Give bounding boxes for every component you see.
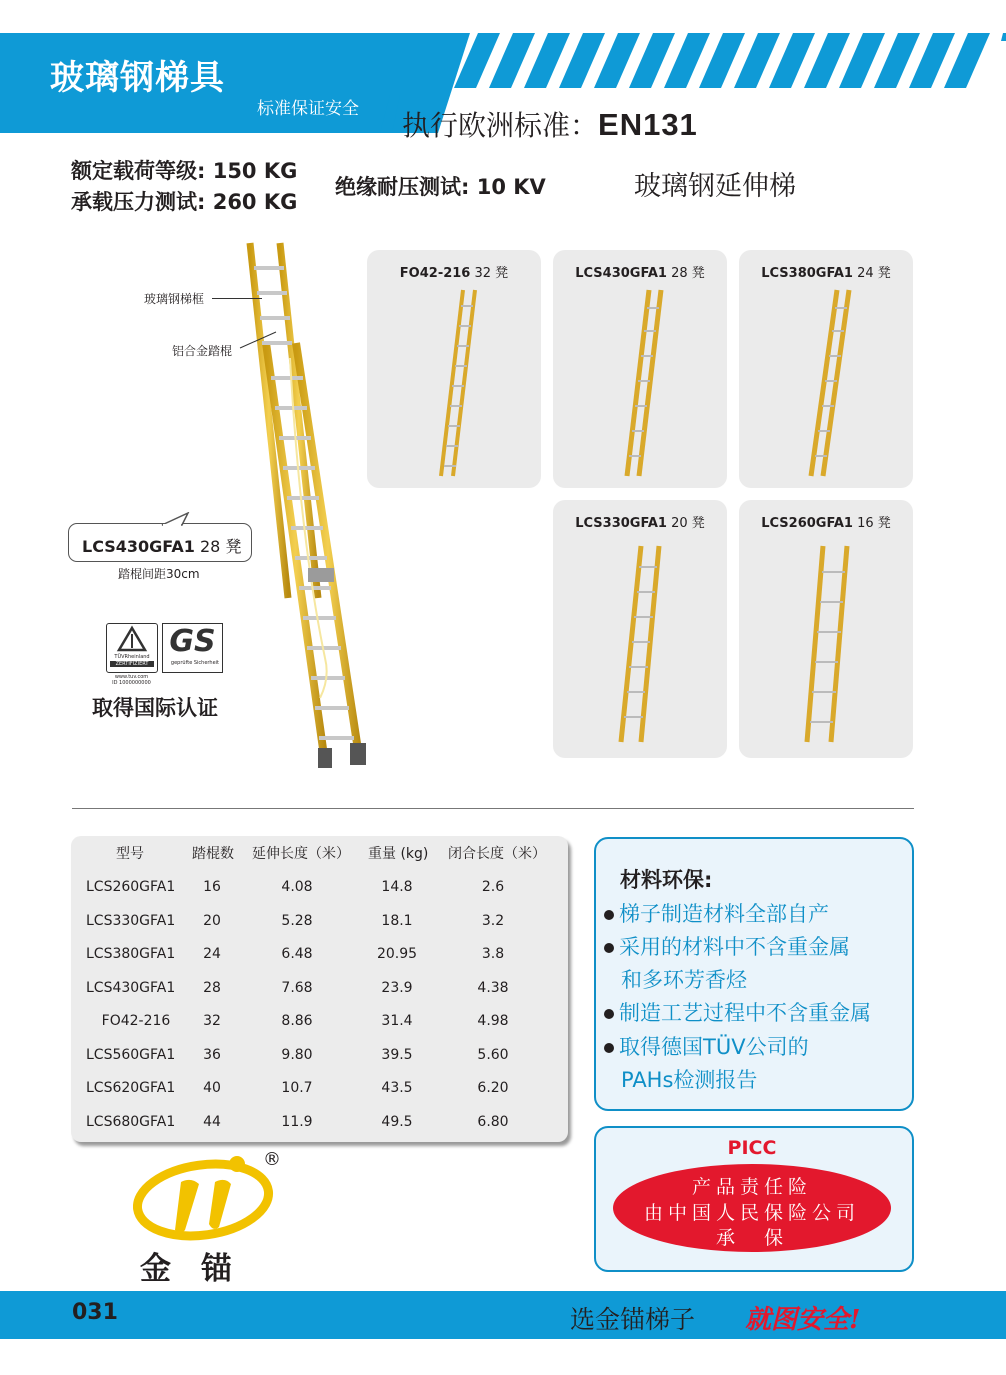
eco-item-cont: PAHs检测报告	[621, 1068, 758, 1092]
table-cell: 14.8	[381, 879, 413, 895]
table-cell: 28	[203, 979, 221, 996]
spec-pressure-test: 承载压力测试: 260 KG	[71, 190, 298, 214]
model-tag-text	[82, 534, 241, 557]
product-card-steps: 16 凳	[857, 516, 891, 531]
product-card-label	[553, 512, 727, 531]
certification-title: 取得国际认证	[92, 696, 218, 720]
table-cell: LCS620GFA1	[86, 1080, 176, 1096]
eco-item	[604, 997, 871, 1027]
eco-item	[604, 931, 850, 961]
table-header-model: 型号	[116, 846, 144, 862]
eco-item	[604, 898, 829, 928]
footer-slogan: 选金锚梯子	[570, 1305, 696, 1334]
table-cell: 9.80	[281, 1046, 313, 1063]
table-cell: 5.28	[281, 912, 313, 929]
rung-spacing: 踏棍间距30cm	[118, 567, 200, 581]
table-cell: LCS260GFA1	[86, 879, 176, 895]
product-card-label	[739, 512, 913, 531]
callout-frame-line	[212, 298, 262, 299]
table-cell: 24	[203, 946, 221, 962]
tuv-id: ID 1000000000	[112, 680, 151, 686]
bullet-icon	[604, 1043, 614, 1053]
standard-line	[402, 104, 698, 144]
table-cell: 6.20	[477, 1080, 509, 1096]
table-cell: LCS560GFA1	[86, 1046, 176, 1063]
bullet-icon	[604, 943, 614, 953]
standard-label: 执行欧洲标准：	[402, 109, 599, 142]
table-cell: 18.1	[381, 912, 413, 929]
table-cell: 5.60	[477, 1046, 509, 1063]
ladder-image	[611, 542, 671, 747]
product-card	[739, 500, 913, 758]
callout-frame: 玻璃钢梯框	[144, 292, 205, 306]
product-card	[739, 250, 913, 488]
product-card-model: LCS330GFA1	[575, 516, 667, 531]
ladder-image	[611, 286, 671, 481]
callout-rung: 铝合金踏棍	[172, 344, 233, 358]
ladder-image	[797, 286, 857, 481]
table-cell: 20.95	[376, 946, 418, 962]
table-cell: 16	[203, 879, 221, 895]
main-ladder-image	[230, 238, 380, 773]
tuv-logo	[106, 623, 158, 673]
picc-line: 由中国人民保险公司	[643, 1202, 860, 1224]
product-card-model: LCS380GFA1	[761, 266, 853, 281]
table-header-closed: 闭合长度（米）	[448, 846, 546, 862]
picc-line: 产品责任险	[691, 1176, 812, 1198]
table-cell: LCS380GFA1	[86, 946, 176, 962]
table-header-weight: 重量 (kg)	[368, 846, 429, 862]
table-cell: FO42-216	[101, 1013, 171, 1029]
eco-item-text: 制造工艺过程中不含重金属	[619, 1001, 871, 1025]
ladder-image	[427, 286, 487, 481]
table-cell: LCS430GFA1	[86, 979, 176, 996]
gs-sub: geprüfte Sicherheit	[170, 660, 219, 666]
table-cell: 39.5	[381, 1046, 413, 1063]
table-cell: 4.38	[477, 979, 509, 996]
table-cell: 49.5	[381, 1113, 413, 1130]
table-cell: 3.2	[481, 912, 505, 929]
table-cell: 2.6	[481, 879, 505, 895]
product-card-steps: 28 凳	[671, 266, 705, 281]
table-cell: 44	[203, 1113, 221, 1130]
eco-title: 材料环保:	[620, 868, 713, 892]
table-cell: LCS330GFA1	[86, 912, 176, 929]
spec-rated-load: 额定载荷等级: 150 KG	[71, 159, 298, 183]
picc-title: PICC	[727, 1137, 777, 1159]
eco-item-text: 梯子制造材料全部自产	[619, 902, 829, 926]
eco-item-text: 采用的材料中不含重金属	[619, 935, 850, 959]
table-cell: 7.68	[281, 979, 313, 996]
bullet-icon	[604, 1009, 614, 1019]
table-cell: 23.9	[381, 979, 413, 996]
table-cell: 3.8	[481, 946, 505, 962]
table-cell: 6.80	[477, 1113, 509, 1130]
table-cell: 36	[203, 1046, 221, 1063]
product-card	[553, 250, 727, 488]
table-header-rungs: 踏棍数	[192, 846, 234, 862]
product-card-steps: 20 凳	[671, 516, 705, 531]
product-name: 玻璃钢延伸梯	[634, 171, 796, 202]
product-card-model: FO42-216	[399, 266, 471, 281]
eco-item-text: 取得德国TÜV公司的	[619, 1035, 809, 1059]
tag-pointer	[160, 512, 190, 526]
table-cell: 31.4	[381, 1013, 413, 1029]
picc-line: 承 保	[715, 1227, 788, 1249]
product-card-steps: 24 凳	[857, 266, 891, 281]
standard-code: EN131	[598, 107, 698, 142]
tuv-sub: ZERTIFIZIERT	[110, 661, 154, 667]
table-cell: 4.08	[281, 879, 313, 895]
brand-logo	[133, 1152, 283, 1242]
table-cell: 6.48	[281, 946, 313, 962]
ladder-image	[795, 542, 861, 747]
spec-insulation-test: 绝缘耐压测试: 10 KV	[335, 175, 546, 199]
callout-rung-line	[238, 330, 278, 350]
table-cell: 43.5	[381, 1080, 413, 1096]
table-cell: 8.86	[281, 1013, 313, 1029]
table-header-extended: 延伸长度（米）	[252, 846, 350, 862]
table-cell: 11.9	[281, 1113, 313, 1130]
eco-item-cont: 和多环芳香烃	[621, 968, 747, 992]
tuv-url: www.tuv.com	[114, 674, 149, 680]
product-card-label	[553, 262, 727, 281]
eco-item	[604, 1031, 809, 1061]
table-cell: 10.7	[281, 1080, 313, 1096]
product-card-model: LCS430GFA1	[575, 266, 667, 281]
table-cell: 20	[203, 912, 221, 929]
product-card	[367, 250, 541, 488]
page-subtitle: 标准保证安全	[257, 99, 359, 119]
product-card-model: LCS260GFA1	[761, 516, 853, 531]
gs-text: GS	[169, 624, 216, 659]
page-number: 031	[72, 1300, 118, 1325]
tuv-triangle-icon	[107, 624, 157, 654]
table-cell: 40	[203, 1080, 221, 1096]
product-card-label	[367, 262, 541, 281]
product-card	[553, 500, 727, 758]
bullet-icon	[604, 910, 614, 920]
table-cell: 4.98	[477, 1013, 509, 1029]
page-title: 玻璃钢梯具	[50, 58, 225, 98]
brand-name: 金锚	[140, 1251, 262, 1287]
product-card-steps: 32 凳	[474, 266, 509, 281]
product-card-label	[739, 262, 913, 281]
model-tag-model: LCS430GFA1	[82, 537, 195, 556]
gs-logo	[162, 623, 223, 673]
model-tag-steps: 28 凳	[200, 537, 242, 556]
tuv-text: TÜVRheinland	[114, 654, 150, 660]
table-cell: LCS680GFA1	[86, 1113, 176, 1130]
section-divider	[72, 808, 914, 809]
table-cell: 32	[203, 1013, 221, 1029]
footer-slogan-accent: 就图安全!	[745, 1305, 861, 1335]
registered-mark: ®	[263, 1149, 281, 1170]
